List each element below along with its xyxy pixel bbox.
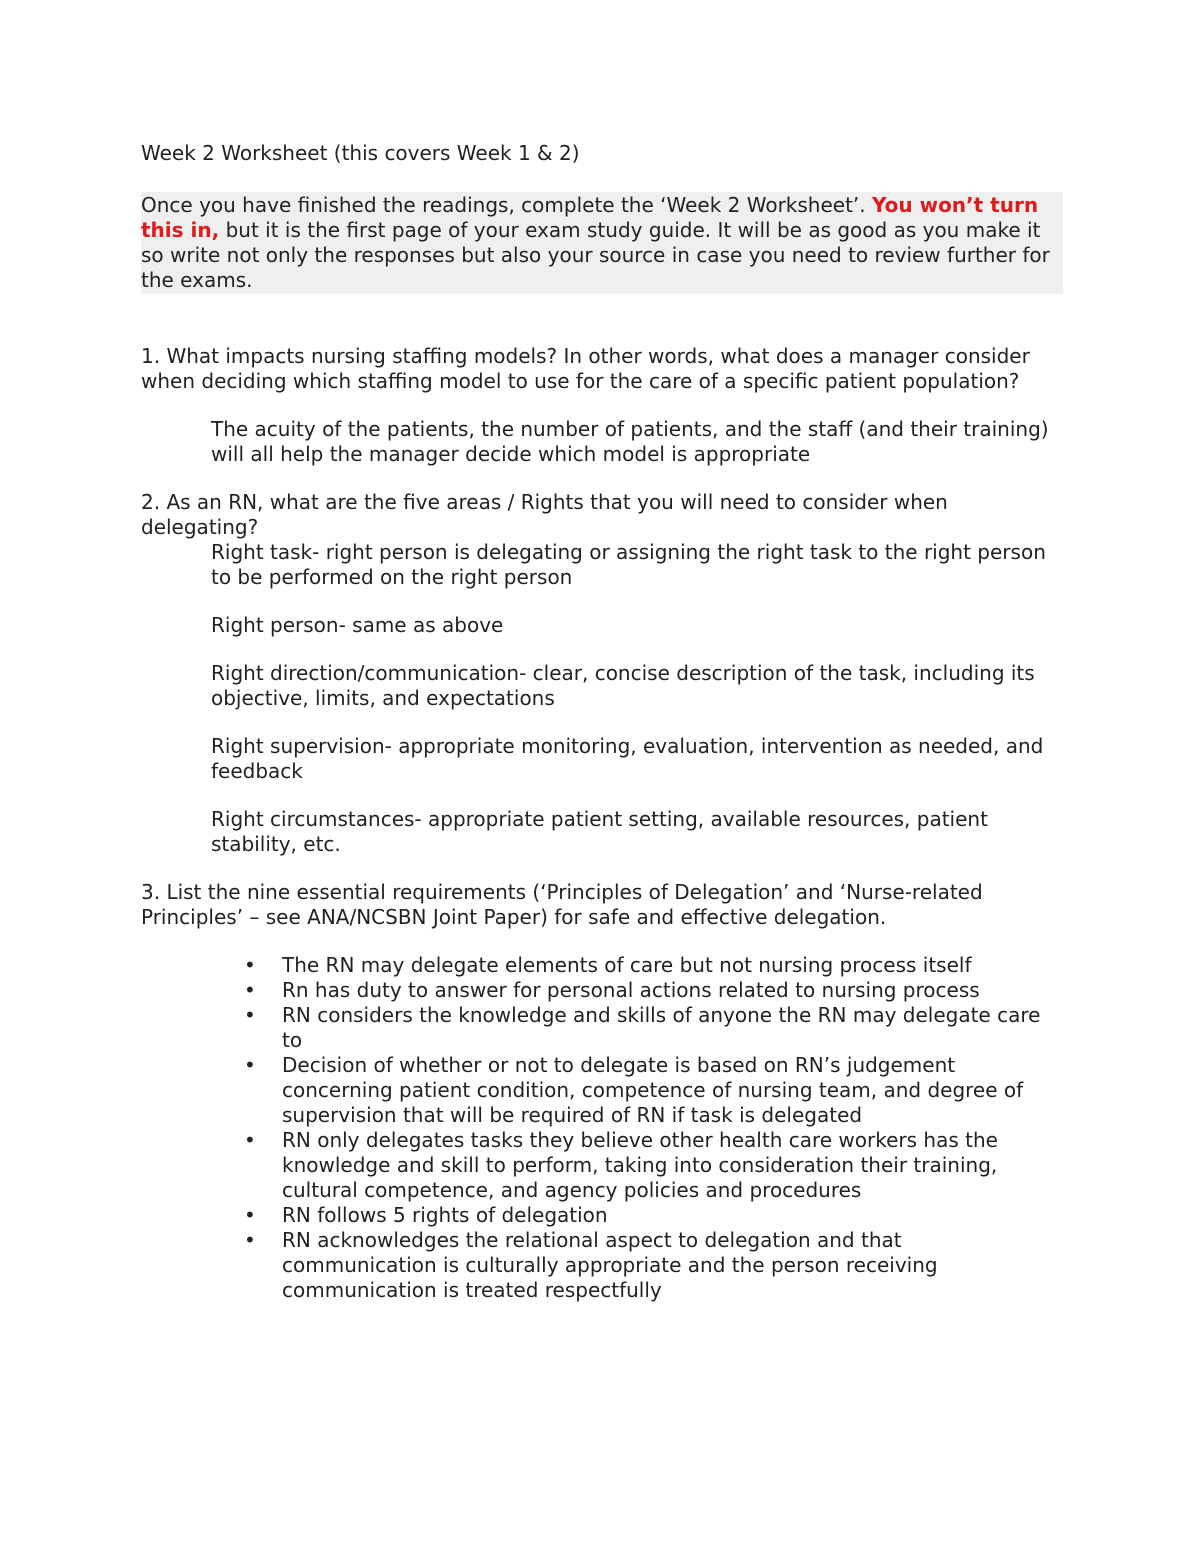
right-person-answer: Right person- same as above <box>211 613 504 637</box>
list-item <box>141 1228 1061 1303</box>
right-task-answer: Right task- right person is delegating or assigning the right task to the right person to be performed on the right person <box>211 540 1046 589</box>
list-item <box>141 1203 1061 1228</box>
question-1: 1. What impacts nursing staffing models? In other words, what does a manager consider when deciding which staffing model to use for the care of a specific patient population? <box>141 344 1030 393</box>
list-item <box>141 1128 1061 1203</box>
list-item-text: RN follows 5 rights of delegation <box>282 1203 608 1227</box>
intro-highlight: You won’t turn this in, <box>141 193 1039 242</box>
bullet-icon: • <box>244 953 256 977</box>
list-item-text: The RN may delegate elements of care but not nursing process itself <box>282 953 972 977</box>
bullet-icon: • <box>244 978 256 1002</box>
list-item <box>141 1053 1061 1128</box>
question-2-answers <box>141 540 1061 857</box>
bullet-icon: • <box>244 1128 256 1152</box>
worksheet-title: Week 2 Worksheet (this covers Week 1 & 2) <box>141 141 580 165</box>
right-circumstances-answer: Right circumstances- appropriate patient setting, available resources, patient stability, etc. <box>211 807 988 856</box>
intro-paragraph <box>141 193 1059 293</box>
intro-text-after: but it is the first page of your exam study guide. It will be as good as you make it so write not only the responses but also your source in case you need to review further for the exams. <box>141 218 1050 292</box>
right-supervision-answer: Right supervision- appropriate monitoring, evaluation, intervention as needed, and feedback <box>211 734 1044 783</box>
question-2: 2. As an RN, what are the five areas / Rights that you will need to consider when delegating? <box>141 490 948 539</box>
delegation-principles-list <box>141 953 1061 1303</box>
intro-text-before: Once you have finished the readings, complete the ‘Week 2 Worksheet’. <box>141 193 872 217</box>
bullet-icon: • <box>244 1053 256 1077</box>
right-direction-answer: Right direction/communication- clear, concise description of the task, including its objective, limits, and expectations <box>211 661 1035 710</box>
list-item <box>141 1003 1061 1053</box>
question-1-answer: The acuity of the patients, the number of patients, and the staff (and their training) will all help the manager decide which model is appropriate <box>211 417 1049 466</box>
bullet-icon: • <box>244 1203 256 1227</box>
question-3: 3. List the nine essential requirements (‘Principles of Delegation’ and ‘Nurse-related Principles’ – see ANA/NCSBN Joint Paper) for safe and effective delegation. <box>141 880 983 929</box>
list-item-text: RN acknowledges the relational aspect to delegation and that communication is culturally appropriate and the person receiving communication is treated respectfully <box>282 1228 938 1302</box>
worksheet-page <box>141 140 1061 1303</box>
bullet-icon: • <box>244 1003 256 1027</box>
list-item-text: RN only delegates tasks they believe other health care workers has the knowledge and skill to perform, taking into consideration their training, cultural competence, and agency policies and procedures <box>282 1128 998 1202</box>
list-item <box>141 953 1061 978</box>
list-item-text: Rn has duty to answer for personal actions related to nursing process <box>282 978 980 1002</box>
list-item-text: RN considers the knowledge and skills of anyone the RN may delegate care to <box>282 1003 1041 1052</box>
list-item-text: Decision of whether or not to delegate is based on RN’s judgement concerning patient condition, competence of nursing team, and degree of supervision that will be required of RN if task is delegated <box>282 1053 1024 1127</box>
bullet-icon: • <box>244 1228 256 1252</box>
intro-instructions <box>141 192 1063 294</box>
list-item <box>141 978 1061 1003</box>
